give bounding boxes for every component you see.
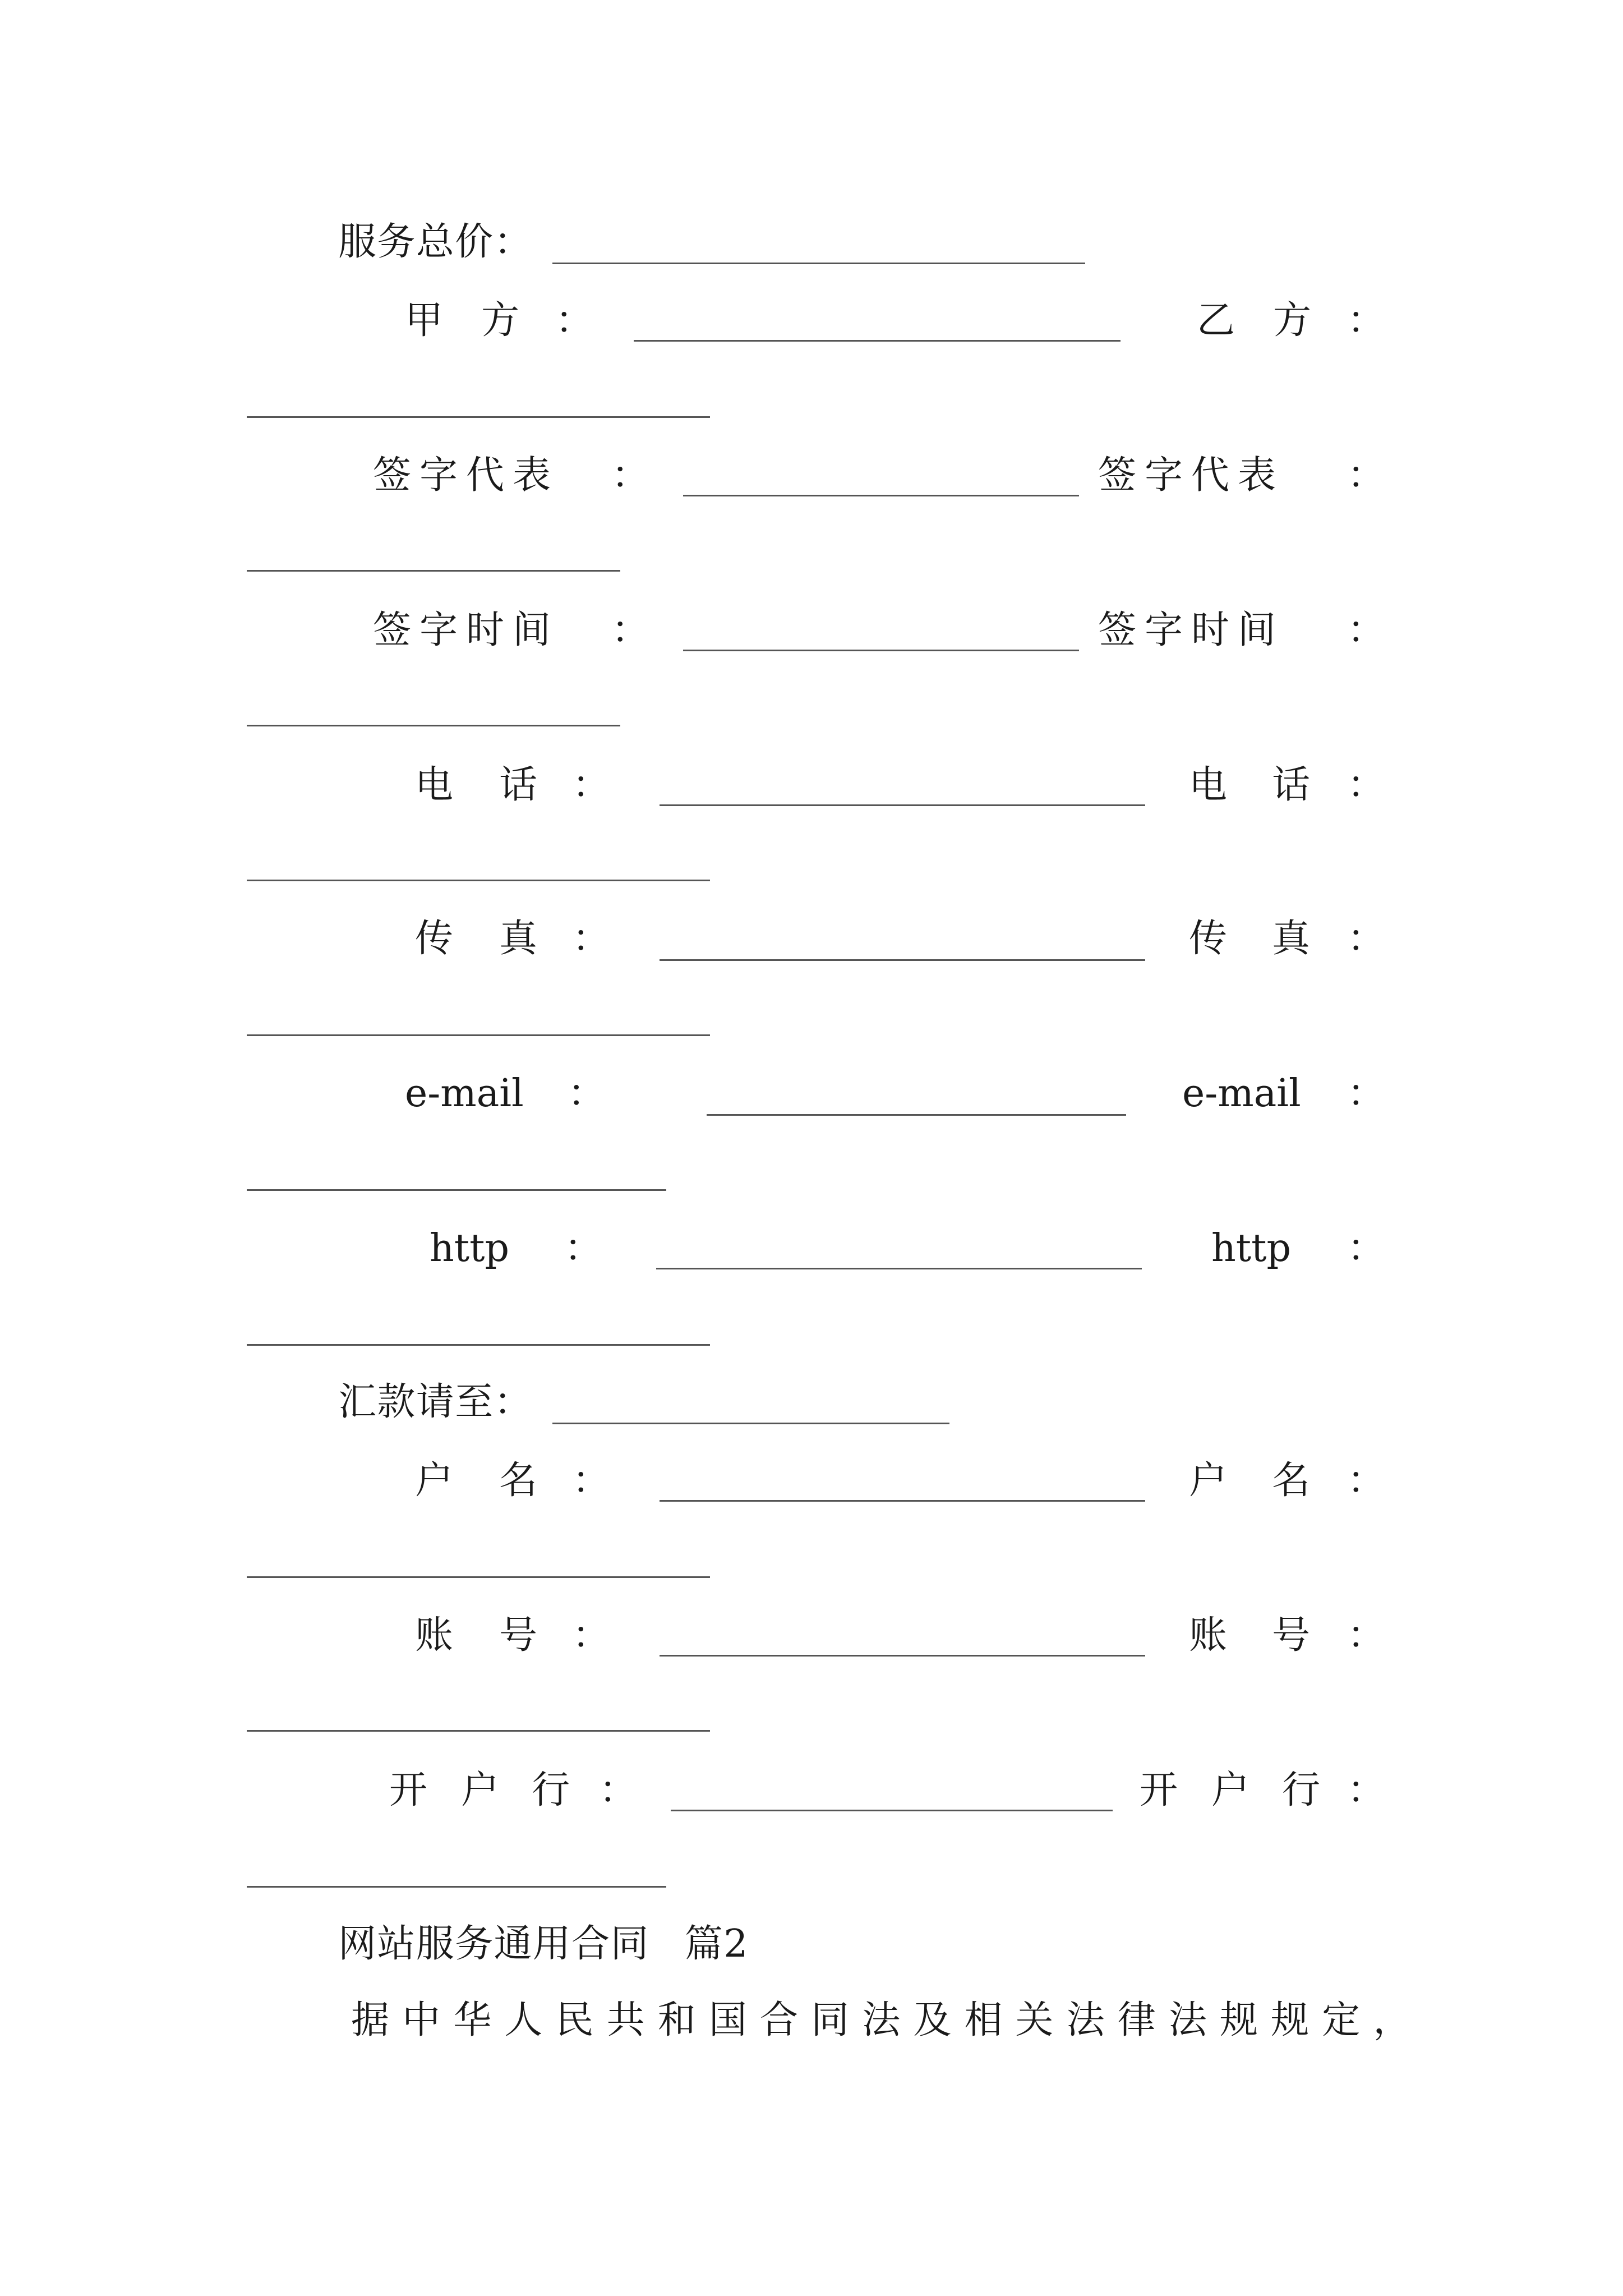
sign-time-a-colon: ： [611, 608, 650, 652]
sign-time-a-char-1: 签 [373, 608, 412, 652]
party-b-colon: ： [1347, 298, 1386, 343]
account-name-a-char-2: 名 [499, 1458, 538, 1503]
email-a-label: e-mail [405, 1071, 524, 1116]
fax-a-char-2: 真 [499, 917, 538, 961]
bank-b-char-3: 行 [1282, 1768, 1321, 1812]
account-name-a-char-1: 户 [415, 1458, 454, 1503]
sign-time-b-blank [247, 725, 620, 726]
account-name-b-char-2: 名 [1272, 1458, 1311, 1503]
email-b-label: e-mail [1182, 1071, 1301, 1116]
phone-a-char-1: 电 [415, 763, 454, 807]
party-a-char-2: 方 [481, 298, 520, 343]
fax-a-colon: ： [572, 917, 611, 961]
section-title-text: 网站服务通用合同 [338, 1922, 649, 1966]
account-name-b-colon: ： [1347, 1458, 1386, 1503]
rep-b-char-2: 字 [1145, 453, 1183, 498]
account-no-a-blank [660, 1655, 1145, 1657]
total-price-label: 服务总价： [338, 220, 533, 264]
account-no-b-colon: ： [1347, 1613, 1386, 1658]
account-name-b-blank [247, 1576, 710, 1578]
rep-b-char-3: 代 [1191, 453, 1230, 498]
sign-time-b-char-1: 签 [1098, 608, 1137, 652]
sign-time-b-char-4: 间 [1238, 608, 1276, 652]
party-a-blank [634, 340, 1121, 342]
section-first-line: 据中华人民共和国合同法及相关法律法规规定， [351, 1998, 1424, 2042]
bank-b-blank [247, 1886, 666, 1888]
sign-time-a-char-3: 时 [466, 608, 505, 652]
sign-time-b-char-3: 时 [1191, 608, 1230, 652]
phone-a-blank [660, 804, 1145, 806]
account-name-b-char-1: 户 [1189, 1458, 1228, 1503]
rep-a-char-3: 代 [466, 453, 505, 498]
party-b-char-1: 乙 [1197, 298, 1235, 343]
phone-b-blank [247, 880, 710, 881]
rep-a-char-4: 表 [513, 453, 551, 498]
http-b-colon: ： [1347, 1226, 1386, 1271]
phone-a-colon: ： [572, 763, 611, 807]
section-title [338, 1922, 749, 1967]
sign-time-a-char-2: 字 [419, 608, 458, 652]
phone-b-colon: ： [1347, 763, 1386, 807]
account-name-a-blank [660, 1500, 1145, 1502]
phone-b-char-1: 电 [1189, 763, 1228, 807]
rep-a-colon: ： [611, 453, 650, 498]
http-a-label: http [430, 1226, 509, 1271]
remit-label: 汇款请至： [338, 1380, 533, 1424]
account-no-b-blank [247, 1730, 710, 1732]
account-name-a-colon: ： [572, 1458, 611, 1503]
total-price-blank [552, 263, 1085, 264]
phone-a-char-2: 话 [499, 763, 538, 807]
email-b-colon: ： [1347, 1071, 1386, 1116]
bank-a-colon: ： [599, 1768, 638, 1812]
sign-time-a-blank [683, 650, 1079, 651]
account-no-b-char-2: 号 [1272, 1613, 1311, 1658]
party-a-char-1: 甲 [405, 298, 444, 343]
party-a-colon: ： [555, 298, 594, 343]
rep-b-char-1: 签 [1098, 453, 1137, 498]
phone-b-char-2: 话 [1272, 763, 1311, 807]
bank-b-char-2: 户 [1211, 1768, 1250, 1812]
account-no-a-colon: ： [572, 1613, 611, 1658]
sign-time-b-colon: ： [1347, 608, 1386, 652]
email-b-blank [247, 1189, 666, 1191]
section-part: 篇2 [684, 1922, 749, 1966]
email-a-colon: ： [568, 1071, 606, 1116]
party-b-char-2: 方 [1273, 298, 1312, 343]
account-no-a-char-1: 账 [415, 1613, 454, 1658]
http-a-colon: ： [564, 1226, 603, 1271]
fax-a-char-1: 传 [415, 917, 454, 961]
fax-a-blank [660, 959, 1145, 961]
bank-b-colon: ： [1347, 1768, 1386, 1812]
rep-b-blank [247, 570, 620, 572]
http-a-blank [656, 1268, 1142, 1269]
http-b-blank [247, 1344, 710, 1346]
http-b-label: http [1211, 1226, 1291, 1271]
bank-a-blank [671, 1810, 1113, 1811]
account-no-a-char-2: 号 [499, 1613, 538, 1658]
remit-blank [552, 1423, 949, 1424]
fax-b-char-2: 真 [1272, 917, 1311, 961]
bank-a-char-1: 开 [389, 1768, 428, 1812]
email-a-blank [707, 1114, 1126, 1116]
bank-b-char-1: 开 [1140, 1768, 1178, 1812]
rep-b-char-4: 表 [1238, 453, 1276, 498]
bank-a-char-2: 户 [461, 1768, 500, 1812]
account-no-b-char-1: 账 [1189, 1613, 1228, 1658]
rep-a-char-2: 字 [419, 453, 458, 498]
bank-a-char-3: 行 [532, 1768, 570, 1812]
sign-time-b-char-2: 字 [1145, 608, 1183, 652]
sign-time-a-char-4: 间 [513, 608, 551, 652]
fax-b-char-1: 传 [1189, 917, 1228, 961]
rep-a-char-1: 签 [373, 453, 412, 498]
fax-b-blank [247, 1034, 710, 1036]
rep-b-colon: ： [1347, 453, 1386, 498]
rep-a-blank [683, 495, 1079, 496]
party-b-blank [247, 416, 710, 418]
fax-b-colon: ： [1347, 917, 1386, 961]
